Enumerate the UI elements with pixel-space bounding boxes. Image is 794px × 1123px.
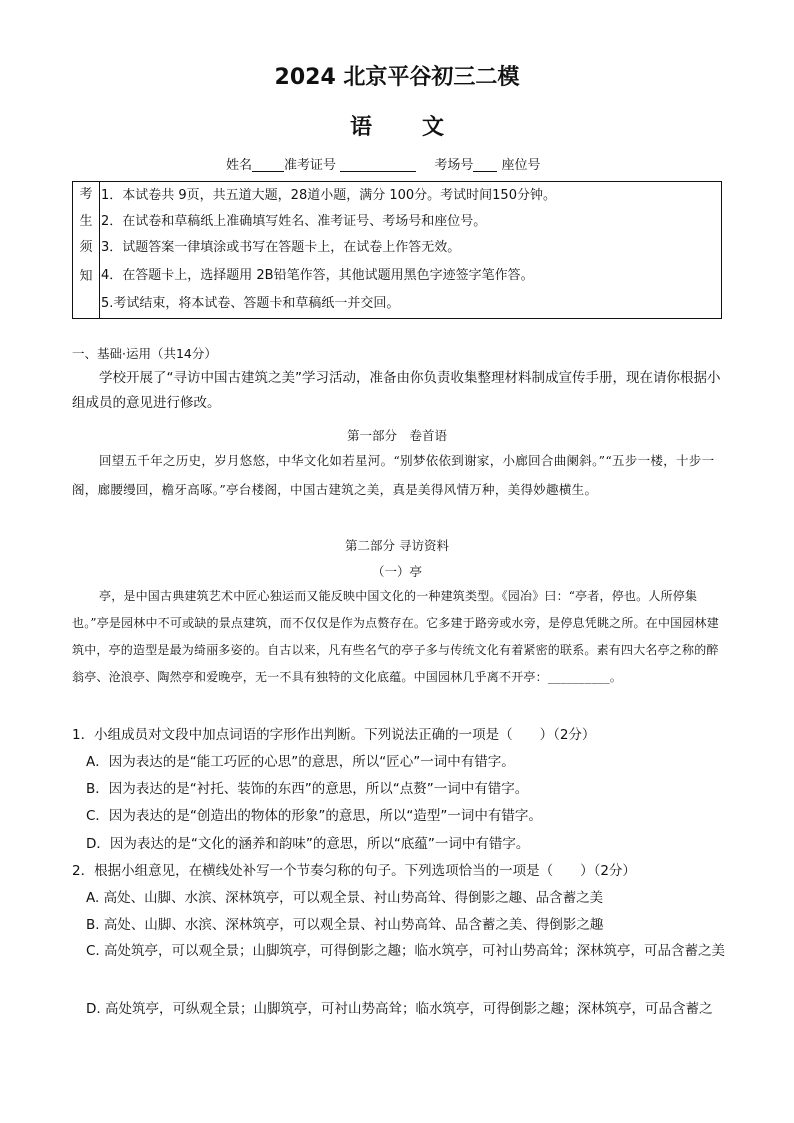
question-1-option-c[interactable]: C．因为表达的是“创造出的物体的形象”的意思，所以“造型”一词中有错字。 xyxy=(86,808,542,824)
part2-title: 第二部分 寻访资料 xyxy=(345,538,449,553)
subject-char-2: 文 xyxy=(422,115,445,140)
name-label: 姓名 xyxy=(226,158,253,173)
part2-answer-blank[interactable]: __________。 xyxy=(547,670,623,684)
part2-subtitle: （一）亭 xyxy=(371,564,422,579)
subject-char-1: 语 xyxy=(349,115,372,140)
section-intro: 学校开展了“寻访中国古建筑之美”学习活动，准备由你负责收集整理材料制成宣传手册，现在请你根据小组成员的意见进行修改。 xyxy=(72,370,721,411)
part1-text: 回望五千年之历史，岁月悠悠，中华文化如若星河。“别梦依依到谢家，小廊回合曲阑斜。”“五步一楼，十步一阁，廊腰缦回，檐牙高啄。”亭台楼阁，中国古建筑之美，真是美得风情万种，美得妙趣横生。 xyxy=(72,453,715,497)
question-1-stem: 1．小组成员对文段中加点词语的字形作出判断。下列说法正确的一项是（ ）（2分） xyxy=(72,727,596,743)
name-blank[interactable] xyxy=(252,157,284,172)
notice-side-char: 考 xyxy=(79,187,93,202)
question-1-option-d[interactable]: D．因为表达的是“文化的涵养和韵味”的意思，所以“底蕴”一词中有错字。 xyxy=(86,836,530,852)
section-heading: 一、基础·运用（共14分） xyxy=(72,346,217,361)
part2-text xyxy=(72,583,722,691)
candidate-notice-box xyxy=(72,181,722,319)
question-1-option-a[interactable]: A．因为表达的是“能工巧匠的心思”的意思，所以“匠心”一词中有错字。 xyxy=(86,754,515,770)
notice-item: 4．在答题卡上，选择题用 2B铅笔作答，其他试题用黑色字迹签字笔作答。 xyxy=(101,268,534,283)
candidate-info-line xyxy=(226,154,540,173)
question-2-option-d[interactable]: D. 高处筑亭，可纵观全景；山脚筑亭，可衬山势高耸；临水筑亭，可得倒影之趣；深林筑亭，可品含蓄之 xyxy=(86,1001,713,1017)
part2-body: 亭，是中国古典建筑艺术中匠心独运而又能反映中国文化的一种建筑类型。《园冶》曰：“亭者，停也。人所停集也。”亭是园林中不可或缺的景点建筑，而不仅仅是作为点赘存在。它多建于路旁或水旁，是停息凭眺之所。在中国园林建筑中，亭的造型是最为绮丽多姿的。自古以来，凡有些名气的亭子多与传统文化有着紧密的联系。素有四大名亭之称的醉翁亭、沧浪亭、陶然亭和爱晚亭，无一不具有独特的文化底蕴。中国园林几乎离不开亭： xyxy=(72,589,719,684)
notice-side-char: 知 xyxy=(79,269,93,284)
question-2-option-c[interactable]: C. 高处筑亭，可以观全景；山脚筑亭，可得倒影之趣；临水筑亭，可衬山势高耸；深林筑亭，可品含蓄之美 xyxy=(86,943,726,959)
part1-title: 第一部分 卷首语 xyxy=(346,428,447,443)
subject-title xyxy=(0,110,794,141)
question-2-option-b[interactable]: B. 高处、山脚、水滨、深林筑亭，可以观全景、衬山势高耸、品含蓄之美、得倒影之趣 xyxy=(86,917,604,933)
notice-item: 5.考试结束，将本试卷、答题卡和草稿纸一并交回。 xyxy=(101,296,400,311)
question-1-option-b[interactable]: B．因为表达的是“衬托、装饰的东西”的意思，所以“点赘”一词中有错字。 xyxy=(86,781,529,797)
id-label: 准考证号 xyxy=(284,158,337,173)
notice-side-char: 生 xyxy=(79,214,93,229)
exam-title: 2024 北京平谷初三二模 xyxy=(274,65,520,90)
seat-label: 座位号 xyxy=(501,158,541,173)
notice-item: 2．在试卷和草稿纸上准确填写姓名、准考证号、考场号和座位号。 xyxy=(101,214,487,229)
notice-item: 3．试题答案一律填涂或书写在答题卡上，在试卷上作答无效。 xyxy=(101,240,461,255)
question-2-option-a[interactable]: A. 高处、山脚、水滨、深林筑亭，可以观全景、衬山势高耸、得倒影之趣、品含蓄之美 xyxy=(86,890,604,906)
notice-item: 1．本试卷共 9页，共五道大题，28道小题，满分 100分。考试时间150分钟。 xyxy=(101,188,556,203)
id-blank[interactable] xyxy=(340,157,416,172)
notice-side-char: 须 xyxy=(79,240,93,255)
notice-side-label xyxy=(73,182,100,318)
room-label: 考场号 xyxy=(434,158,474,173)
room-blank[interactable] xyxy=(473,157,497,172)
question-2-stem: 2．根据小组意见，在横线处补写一个节奏匀称的句子。下列选项恰当的一项是（ ）（2分） xyxy=(72,863,636,879)
